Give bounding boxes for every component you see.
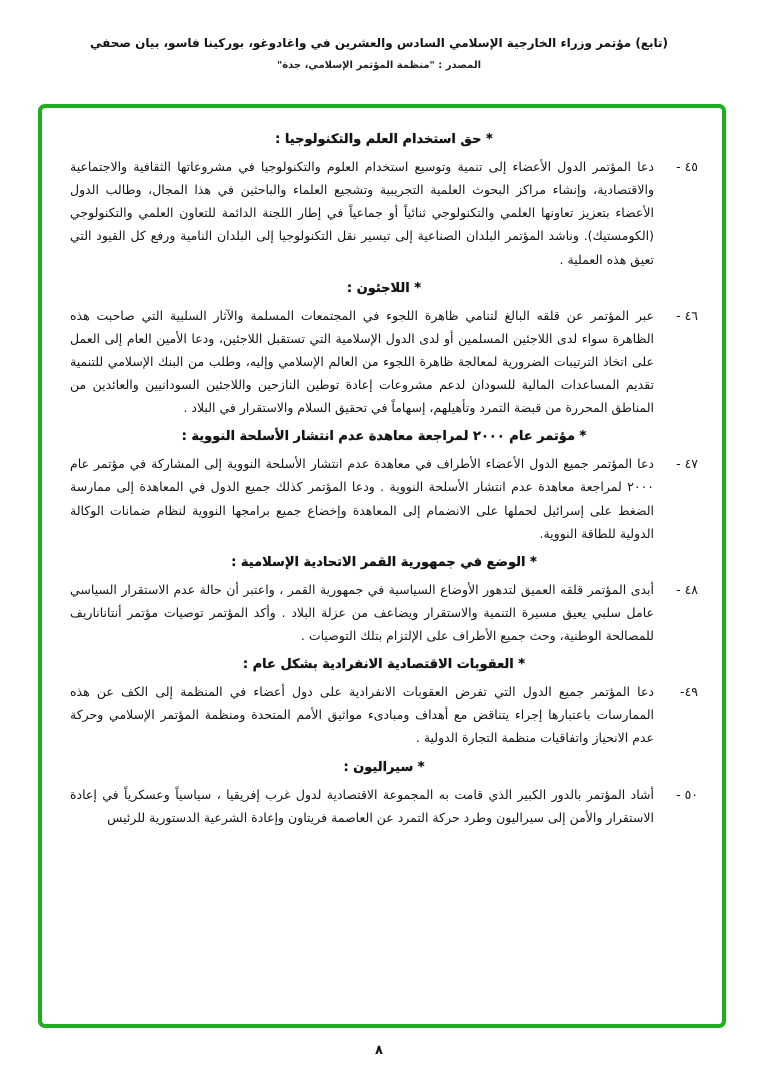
item-text: أشاد المؤتمر بالدور الكبير الذي قامت به المجموعة الاقتصادية لدول غرب إفريقيا ، سياسياً وعسكرياً في إعادة الاستقرار والأمن إلى سيراليون وطرد حركة التمرد عن العاصمة فريتاون وإعادة الشرعية الدستورية للرئيس [70, 786, 654, 825]
item-text: دعا المؤتمر جميع الدول التي تفرض العقوبات الانفرادية على دول أعضاء في المنظمة إلى الكف عن هذه الممارسات باعتبارها إجراء يتناقض مع أهداف ومبادىء مواثيق الأمم المتحدة ومنظمة المؤتمر الإسلامي وحركة عدم الانحياز واتفاقيات منظمة التجارة الدولية . [70, 684, 654, 746]
section-refugees [70, 281, 698, 420]
item-text: دعا المؤتمر الدول الأعضاء إلى تنمية وتوسيع استخدام العلوم والتكنولوجيا في مشروعاتها الثقافية والاجتماعية والاقتصادية، وإنشاء مراكز البحوث العلمية التجريبية وتشجيع العلماء والباحثين في هذا المجال، وطالب الدول الأعضاء بتعزيز تعاونها العلمي والتكنولوجي ثنائياً أو جماعياً في إطار اللجنة الدائمة للتعاون العلمي والتكنولوجي (الكومستيك). وناشد المؤتمر البلدان الصناعية إلى تيسير نقل التكنولوجيا إلى البلدان النامية ورفع كل القيود التي تعيق هذه العملية . [70, 159, 654, 267]
item-text: أبدى المؤتمر قلقه العميق لتدهور الأوضاع السياسية في جمهورية القمر ، واعتبر أن حالة عدم الاستقرار السياسي عامل سلبي يعيق مسيرة التنمية والاستقرار ويضاعف من عزلة البلاد . وأكد المؤتمر توصيات مؤتمر أنتاناناريف للمصالحة الوطنية، وحث جميع الأطراف على الإلتزام بتلك التوصيات . [70, 581, 654, 643]
item-text: دعا المؤتمر جميع الدول الأعضاء الأطراف في معاهدة عدم انتشار الأسلحة النووية إلى المشاركة في مؤتمر عام ٢٠٠٠ لمراجعة معاهدة عدم انتشار الأسلحة النووية . ودعا المؤتمر كذلك جميع الدول في المعاهدة إلى ممارسة الضغط على إسرائيل لحملها على الانضمام إلى المعاهدة وإخضاع جميع برامجها النووية لنظام ضمانات الوكالة الدولية للطاقة النووية. [70, 456, 654, 541]
item-number: ٤٦ - [676, 307, 698, 323]
section-heading: * حق استخدام العلم والتكنولوجيا : [275, 132, 493, 147]
document-header [0, 36, 758, 71]
section-science-technology [70, 132, 698, 271]
section-comoros [70, 555, 698, 647]
section-heading: * سيراليون : [343, 759, 425, 775]
page-number: ٨ [375, 1043, 383, 1058]
section-sierra-leone [70, 760, 698, 829]
item-number: ٥٠ - [676, 786, 698, 802]
numbered-paragraph [70, 155, 698, 271]
numbered-paragraph [70, 783, 698, 829]
section-npt-review-2000 [70, 429, 698, 545]
section-heading: * العقوبات الاقتصادية الانفرادية بشكل عام : [242, 657, 526, 673]
numbered-paragraph [70, 452, 698, 545]
item-number: ٤٥ - [676, 159, 698, 174]
header-title: (تابع) مؤتمر وزراء الخارجية الإسلامي السادس والعشرين في واغادوغو، بوركينا فاسو، بيان صحفي [89, 36, 669, 50]
item-number: ٤٨ - [676, 581, 698, 597]
numbered-paragraph [70, 680, 698, 749]
header-source: المصدر : "منظمة المؤتمر الإسلامي، جدة" [276, 60, 481, 71]
numbered-paragraph [70, 304, 698, 420]
item-number: ٤٩- [680, 684, 698, 700]
section-heading: * مؤتمر عام ٢٠٠٠ لمراجعة معاهدة عدم انتشار الأسلحة النووية : [181, 429, 587, 445]
item-text: عبر المؤتمر عن قلقه البالغ لتنامي ظاهرة اللجوء في المجتمعات المسلمة والآثار السلبية التي صاحبت هذه الظاهرة سواء لدى اللاجئين المسلمين أو لدى الدول الإسلامية التي تستقبل اللاجئين، ودعا الأمين العام إلى العمل على اتخاذ الترتيبات الضرورية لمعالجة ظاهرة اللجوء من العالم الإسلامي وإليه، وطلب من البنك الإسلامي للتنمية تقديم المساعدات المالية للسودان لدعم مشروعات إعادة توطين النازحين واللاجئين السودانيين والعائدين من المناطق المحررة من قبضة التمرد وتأهيلهم، إسهاماً في تحقيق السلام والاستقرار في البلاد . [70, 307, 654, 416]
section-heading: * اللاجئون : [346, 280, 422, 296]
item-number: ٤٧ - [676, 456, 698, 472]
numbered-paragraph [70, 578, 698, 647]
green-border-frame [38, 104, 726, 1028]
section-unilateral-sanctions [70, 657, 698, 749]
section-heading: * الوضع في جمهورية القمر الاتحادية الإسلامية : [231, 554, 537, 570]
